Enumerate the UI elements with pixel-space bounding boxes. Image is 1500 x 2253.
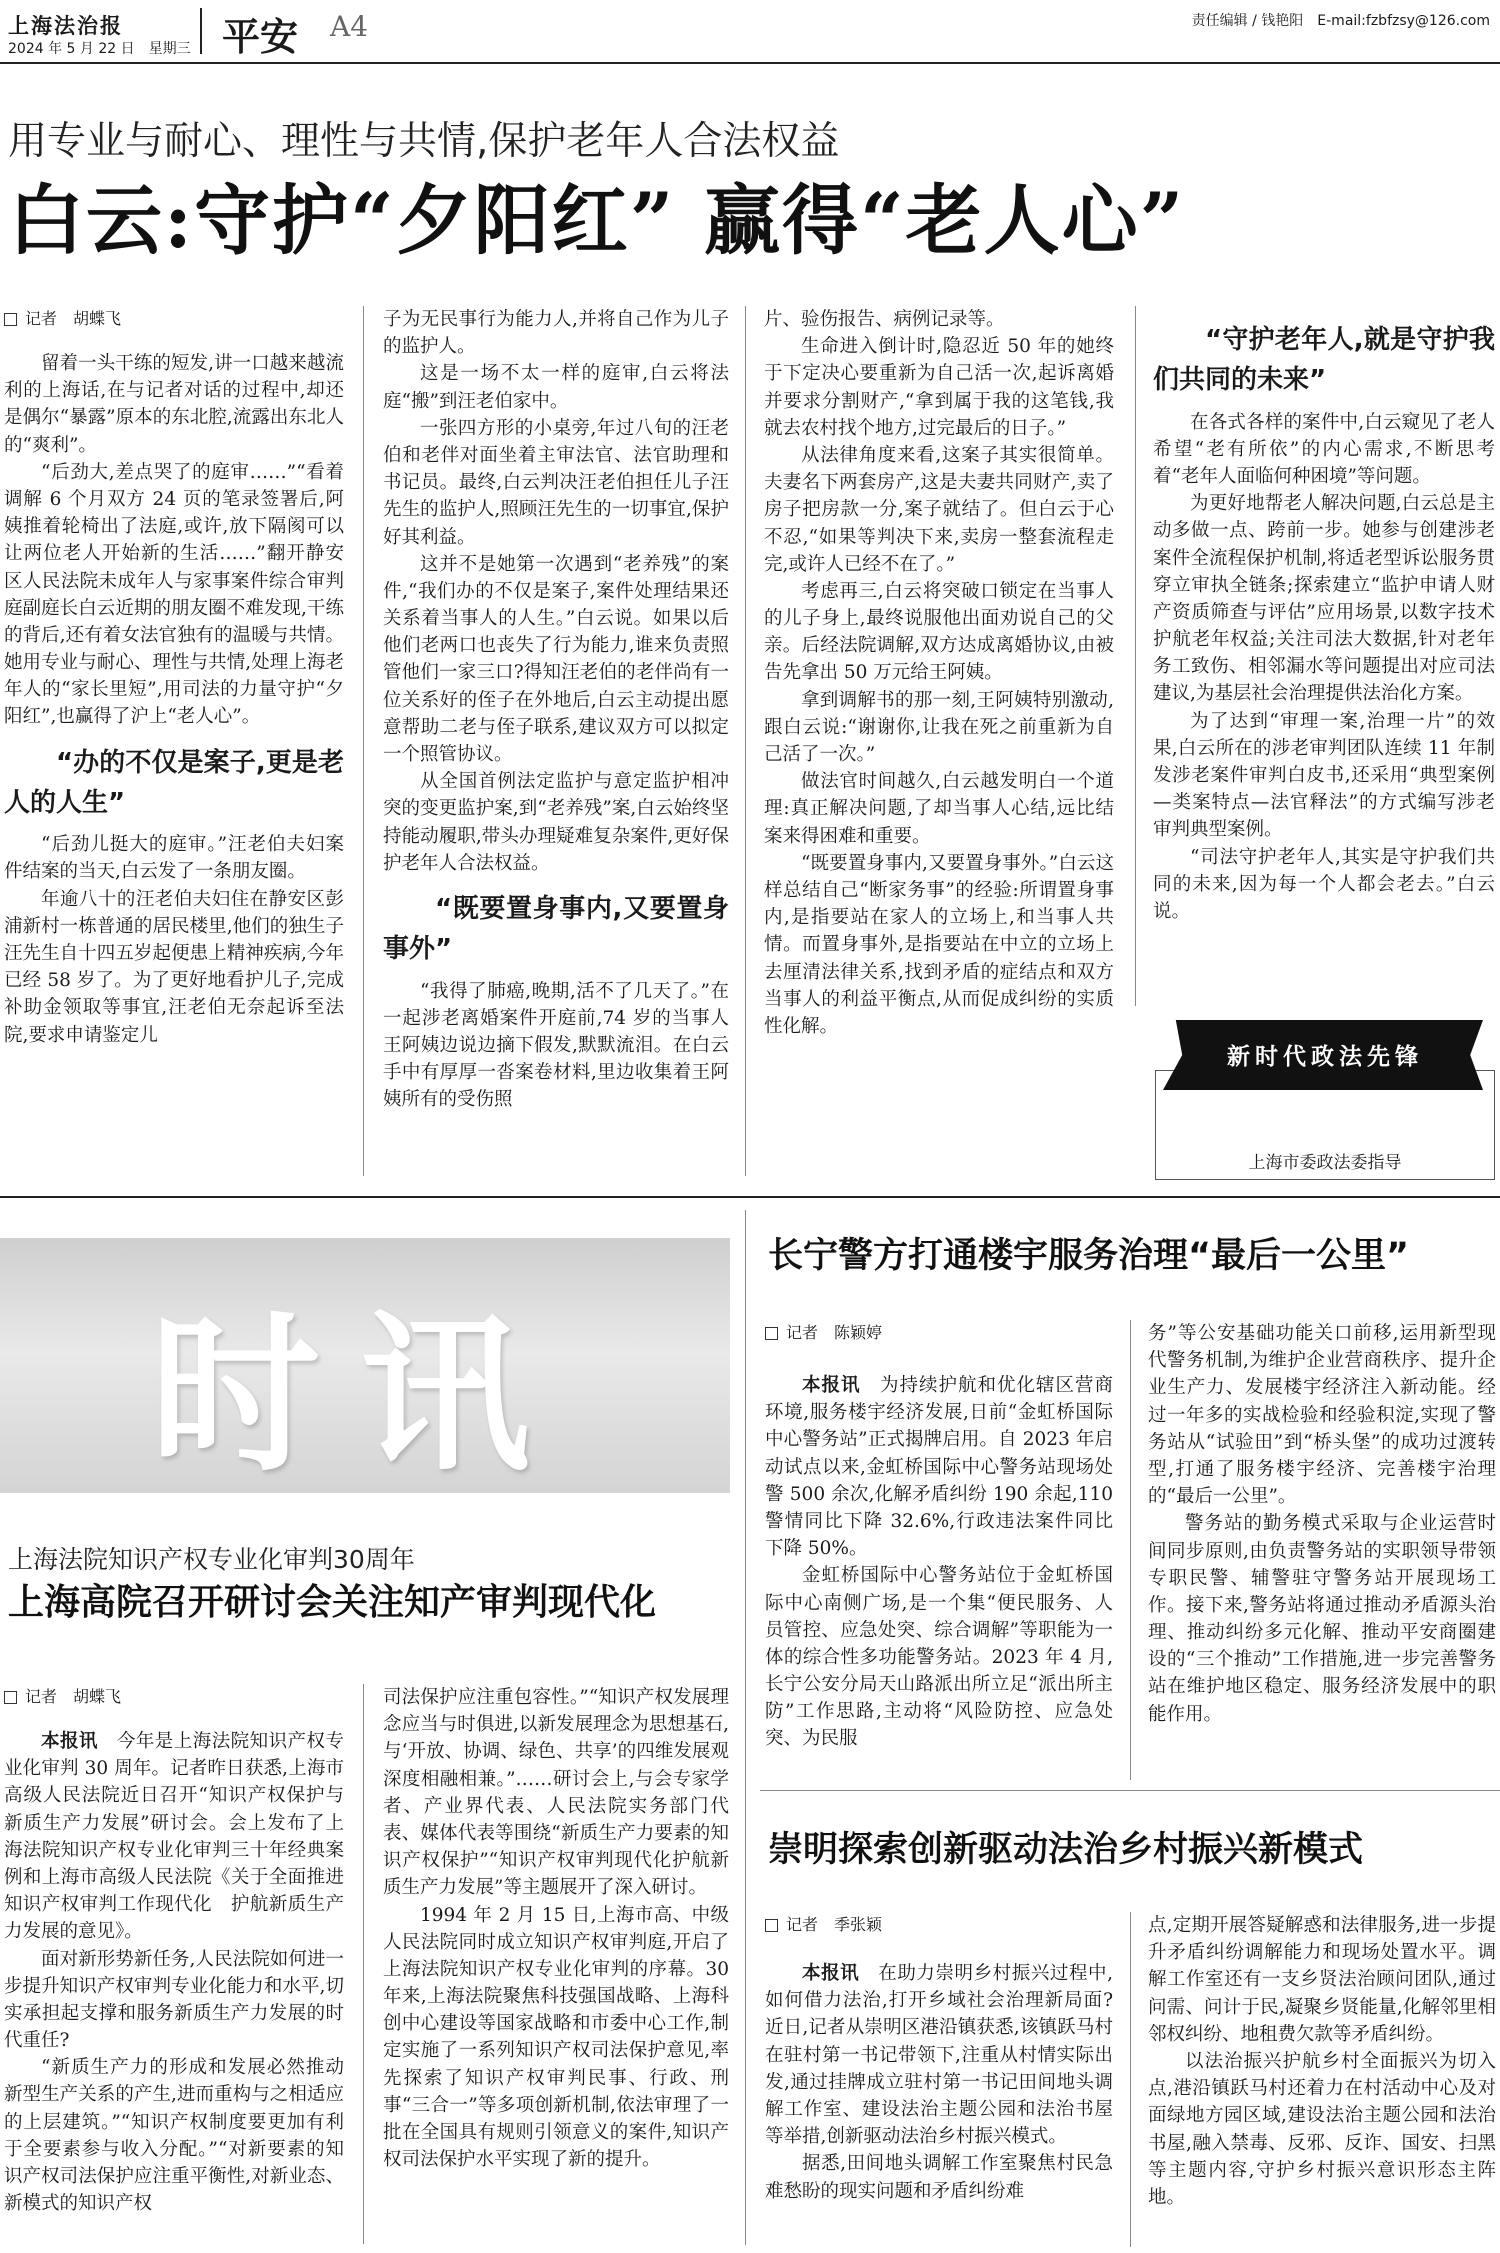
paragraph <box>765 1372 1113 1562</box>
page-number: A4 <box>330 10 369 43</box>
ip-byline <box>4 1684 121 1707</box>
paragraph-text: 在助力崇明乡村振兴过程中,如何借力法治,打开乡域社会治理新局面?近日,记者从崇明区港沿镇获悉,该镇跃马村在驻村第一书记带领下,注重从村情实际出发,通过挂牌成立驻村第一书记田间地头调解工作室、建设法治主题公园和法治书屋等举措,创新驱动法治乡村振兴模式。 <box>765 1963 1113 2148</box>
news-brief-banner <box>0 1238 730 1493</box>
lead-column-4 <box>1153 320 1495 990</box>
paragraph: 从全国首例法定监护与意定监护相冲突的变更监护案,到“老养残”案,白云始终坚持能动履职,带头办理疑难复杂案件,更好保护老年人合法权益。 <box>383 771 729 874</box>
changning-column-2 <box>1148 1320 1496 1780</box>
chongming-byline-text: 记者 季张颖 <box>786 1915 883 1934</box>
paragraph: 1994 年 2 月 15 日,上海市高、中级人民法院同时成立知识产权审判庭,开启了上海法院知识产权专业化审判的序幕。30 年来,上海法院聚焦科技强国战略、上海科创中心建设等国家战略和市委中心工作,制定实施了一系列知识产权司法保护意见,率先探索了知识产权审判民事、行政、刑事“三合一”等多项创新机制,依法审理了一批在全国具有规则引领意义的案件,知识产权司法保护水平实现了新的提升。 <box>383 1904 729 2171</box>
story-rule <box>760 1790 1500 1791</box>
lead-kicker: 用专业与耐心、理性与共情,保护老年人合法权益 <box>8 119 840 164</box>
banner-title: 时讯 <box>150 1295 571 1493</box>
paragraph: 考虑再三,白云将突破口锁定在当事人的儿子身上,最终说服他出面劝说自己的父亲。后经法院调解,双方达成离婚协议,由被告先拿出 50 万元给王阿姨。 <box>764 580 1114 684</box>
masthead-rule <box>0 62 1500 64</box>
ip-column-1 <box>4 1728 344 2243</box>
paragraph: 片、验伤报告、病例记录等。 <box>764 309 1005 330</box>
changning-byline-text: 记者 陈颖婷 <box>786 1323 883 1342</box>
paragraph: 拿到调解书的那一刻,王阿姨特别激动,跟白云说:“谢谢你,让我在死之前重新为自己活了一次。” <box>764 689 1114 765</box>
paragraph: 以法治振兴护航乡村全面振兴为切入点,港沿镇跃马村还着力在村活动中心及对面绿地方园区域,建设法治主题公园和法治书屋,融入禁毒、反邪、反诈、国安、扫黑等主题内容,守护乡村振兴意识形态主阵地。 <box>1148 2050 1496 2208</box>
paragraph: 子为无民事行为能力人,并将自己作为儿子的监护人。 <box>383 309 729 358</box>
chongming-byline <box>765 1912 882 1935</box>
paragraph: “我得了肺癌,晚期,活不了几天了。”在一起涉老离婚案件开庭前,74 岁的当事人王阿姨边说边摘下假发,默默流泪。在白云手中有厚厚一沓案卷材料,里边收集着王阿姨所有的受伤照 <box>383 980 729 1111</box>
paragraph: 面对新形势新任务,人民法院如何进一步提升知识产权审判专业化能力和水平,切实承担起支撑和服务新质生产力发展的时代重任? <box>4 1948 344 2052</box>
ip-byline-text: 记者 胡蝶飞 <box>25 1687 122 1706</box>
paragraph: “后劲大,差点哭了的庭审……”“看着调解 6 个月双方 24 页的笔录签署后,阿姨推着轮椅出了法庭,或许,放下隔阂可以让两位老人开始新的生活……”翻开静安区人民法院未成年人与家事案件综合审判庭副庭长白云近期的朋友圈不难发现,干练的背后,还有着女法官独有的温暖与共情。她用专业与耐心、理性与共情,处理上海老年人的“家长里短”,用司法的力量守护“夕阳红”,也赢得了沪上“老人心”。 <box>4 461 344 728</box>
column-divider <box>1135 306 1136 1006</box>
paragraph <box>765 1960 1113 2150</box>
column-divider <box>1130 1912 1131 2247</box>
paragraph: 金虹桥国际中心警务站位于金虹桥国际中心南侧广场,是一个集“便民服务、人员管控、应急处突、综合调解”等职能为一体的综合性多功能警务站。2023 年 4 月,长宁公安分局天山路派出所立足“派出所主防”工作思路,主动将“风险防控、应急处突、为民服 <box>765 1565 1113 1750</box>
badge-subtitle: 上海市委政法委指导 <box>1248 1153 1402 1173</box>
issue-date: 2024 年 5 月 22 日 星期三 <box>8 41 191 57</box>
lead-tag: 本报讯 <box>802 1963 860 1984</box>
chongming-headline: 崇明探索创新驱动法治乡村振兴新模式 <box>768 1830 1364 1870</box>
editor-credit: 责任编辑 / 钱艳阳 E-mail:fzbfzsy@126.com <box>1191 13 1490 29</box>
subheading: “守护老年人,就是守护我们共同的未来” <box>1153 325 1495 396</box>
paragraph: 警务站的勤务模式采取与企业运营时间同步原则,由负责警务站的实职领导带领专职民警、辅警驻守警务站开展现场工作。接下来,警务站将通过推动矛盾源头治理、推动纠纷多元化解、推动平安商圈建设的“三个推动”工作措施,进一步完善警务站在维护地区稳定、服务经济发展中的职能作用。 <box>1148 1513 1496 1725</box>
lead-headline: 白云:守护“夕阳红” 赢得“老人心” <box>8 176 1186 265</box>
paragraph: “后劲儿挺大的庭审。”汪老伯夫妇案件结案的当天,白云发了一条朋友圈。 <box>4 834 344 883</box>
paragraph: “新质生产力的形成和发展必然推动新型生产关系的产生,进而重构与之相适应的上层建筑。”“知识产权制度要更加有利于全要素参与收入分配。”“对新要素的知识产权司法保护应注重平衡性,对新业态、新模式的知识产权 <box>4 2057 344 2215</box>
paragraph: 为了达到“审理一案,治理一片”的效果,白云所在的涉老审判团队连续 11 年制发涉老案件审判白皮书,还采用“典型案例—类案特点—法官释法”的方式编写涉老审判典型案例。 <box>1153 710 1495 841</box>
paragraph: 这并不是她第一次遇到“老养残”的案件,“我们办的不仅是案子,案件处理结果还关系着当事人的人生。”白云说。如果以后他们老两口也丧失了行为能力,谁来负责照管他们一家三口?得知汪老伯的老伴尚有一位关系好的侄子在外地后,白云主动提出愿意帮助二老与侄子联系,建议双方可以拟定一个照管协议。 <box>383 553 729 765</box>
chongming-column-1 <box>765 1960 1113 2245</box>
paragraph: 在各式各样的案件中,白云窥见了老人希望“老有所依”的内心需求,不断思考着“老年人面临何种困境”等问题。 <box>1153 411 1495 487</box>
lead-byline <box>4 306 121 329</box>
paragraph-text: 为持续护航和优化辖区营商环境,服务楼宇经济发展,日前“金虹桥国际中心警务站”正式揭牌启用。自 2023 年启动试点以来,金虹桥国际中心警务站现场处警 500 余次,化解矛盾纠纷 190 余起,110 警情同比下降 32.6%,行政违法案件同比下降 50%。 <box>765 1375 1113 1560</box>
paragraph: 年逾八十的汪老伯夫妇住在静安区彭浦新村一栋普通的居民楼里,他们的独生子汪先生自十四五岁起便患上精神疾病,今年已经 58 岁了。为了更好地看护儿子,完成补助金领取等事宜,汪老伯无奈起诉至法院,要求申请鉴定儿 <box>4 888 344 1046</box>
paragraph: “既要置身事内,又要置身事外。”白云这样总结自己“断家务事”的经验:所谓置身事内,是指要站在家人的立场上,和当事人共情。而置身事外,是指要站在中立的立场上去厘清法律关系,找到矛盾的症结点和双方当事人的利益平衡点,从而促成纠纷的实质性化解。 <box>764 852 1114 1037</box>
paragraph: 据悉,田间地头调解工作室聚焦村民急难愁盼的现实问题和矛盾纠纷难 <box>765 2153 1113 2202</box>
column-divider <box>1130 1320 1131 1780</box>
newspaper-name: 上海法治报 <box>8 13 123 38</box>
subheading: “既要置身事内,又要置身事外” <box>383 893 729 965</box>
paragraph: 这是一场不太一样的庭审,白云将法庭“搬”到汪老伯家中。 <box>383 363 729 412</box>
paragraph <box>4 1728 344 1946</box>
changning-column-1 <box>765 1372 1113 1777</box>
column-badge <box>1155 1010 1495 1180</box>
paragraph: 一张四方形的小桌旁,年过八旬的汪老伯和老伴对面坐着主审法官、法官助理和书记员。最终,白云判决汪老伯担任儿子汪先生的监护人,照顾汪先生的一切事宜,保护好其利益。 <box>383 417 729 548</box>
lead-column-1 <box>4 350 344 1170</box>
section-name: 平安 <box>222 15 299 59</box>
lead-column-3 <box>764 306 1114 1176</box>
subheading: “办的不仅是案子,更是老人的人生” <box>4 747 344 818</box>
paragraph: 留着一头干练的短发,讲一口越来越流利的上海话,在与记者对话的过程中,却还是偶尔“暴露”原本的东北腔,流露出东北人的“爽利”。 <box>4 353 344 456</box>
ip-column-2 <box>383 1684 729 2244</box>
masthead-divider <box>200 8 202 54</box>
column-divider <box>363 306 364 1176</box>
changning-byline <box>765 1320 882 1343</box>
paragraph: “司法守护老年人,其实是守护我们共同的未来,因为每一个人都会老去。”白云说。 <box>1153 846 1495 922</box>
column-divider <box>745 1210 746 2245</box>
column-divider <box>363 1684 364 2244</box>
changning-headline: 长宁警方打通楼宇服务治理“最后一公里” <box>768 1236 1410 1276</box>
byline-square-icon <box>4 313 17 326</box>
section-rule <box>0 1196 1500 1198</box>
byline-square-icon <box>4 1691 17 1704</box>
badge-title: 新时代政法先锋 <box>1227 1043 1423 1070</box>
paragraph: 生命进入倒计时,隐忍近 50 年的她终于下定决心要重新为自己活一次,起诉离婚并要求分割财产,“拿到属于我的这笔钱,我就去农村找个地方,过完最后的日子。” <box>764 336 1114 439</box>
paragraph: 点,定期开展答疑解惑和法律服务,进一步提升矛盾纠纷调解能力和现场处置水平。调解工作室还有一支乡贤法治顾问团队,通过问需、问计于民,凝聚乡贤能量,化解邻里相邻权纠纷、地租费欠款等矛盾纠纷。 <box>1148 1915 1496 2045</box>
paragraph: 做法官时间越久,白云越发明白一个道理:真正解决问题,了却当事人心结,远比结案来得困难和重要。 <box>764 771 1114 847</box>
lead-tag: 本报讯 <box>41 1731 98 1752</box>
byline-square-icon <box>765 1919 778 1932</box>
paragraph: 务”等公安基础功能关口前移,运用新型现代警务机制,为维护企业营商秩序、提升企业生产力、发展楼宇经济注入新动能。经过一年多的实战检验和经验积淀,实现了警务站从“试验田”到“桥头堡”的成功过渡转型,打通了服务楼宇经济、完善楼宇治理的“最后一公里”。 <box>1148 1323 1496 1508</box>
byline-square-icon <box>765 1327 778 1340</box>
lead-column-2 <box>383 306 729 1176</box>
paragraph: 司法保护应注重包容性。”“知识产权发展理念应当与时俱进,以新发展理念为思想基石,与‘开放、协调、绿色、共享’的四维发展观深度相融相兼。”……研讨会上,与会专家学者、产业界代表、人民法院实务部门代表、媒体代表等围绕“新质生产力要素的知识产权保护”“知识产权审判现代化护航新质生产力发展”等主题展开了深入研讨。 <box>383 1687 729 1899</box>
paragraph-text: 今年是上海法院知识产权专业化审判 30 周年。记者昨日获悉,上海市高级人民法院近日召开“知识产权保护与新质生产力发展”研讨会。会上发布了上海法院知识产权专业化审判三十年经典案例和上海市高级人民法院《关于全面推进知识产权审判工作现代化 护航新质生产力发展的意见》。 <box>4 1731 344 1943</box>
paragraph: 为更好地帮老人解决问题,白云总是主动多做一点、跨前一步。她参与创建涉老案件全流程保护机制,将适老型诉讼服务贯穿立审执全链条;探索建立“监护申请人财产资质筛查与评估”应用场景,以数字技术护航老年权益;关注司法大数据,针对老年务工致伤、相邻漏水等问题提出对应司法建议,为基层社会治理提供法治化方案。 <box>1153 493 1495 705</box>
column-divider <box>745 306 746 1176</box>
lead-tag: 本报讯 <box>802 1375 861 1396</box>
ip-headline: 上海高院召开研讨会关注知产审判现代化 <box>8 1582 657 1623</box>
ip-kicker: 上海法院知识产权专业化审判30周年 <box>8 1545 415 1574</box>
paragraph: 从法律角度来看,这案子其实很简单。夫妻名下两套房产,这是夫妻共同财产,卖了房子把房款一分,案子就结了。但白云于心不忍,“如果等判决下来,卖房一整套流程走完,或许人已经不在了。” <box>764 444 1114 575</box>
chongming-column-2 <box>1148 1912 1496 2247</box>
lead-byline-text: 记者 胡蝶飞 <box>25 309 122 328</box>
